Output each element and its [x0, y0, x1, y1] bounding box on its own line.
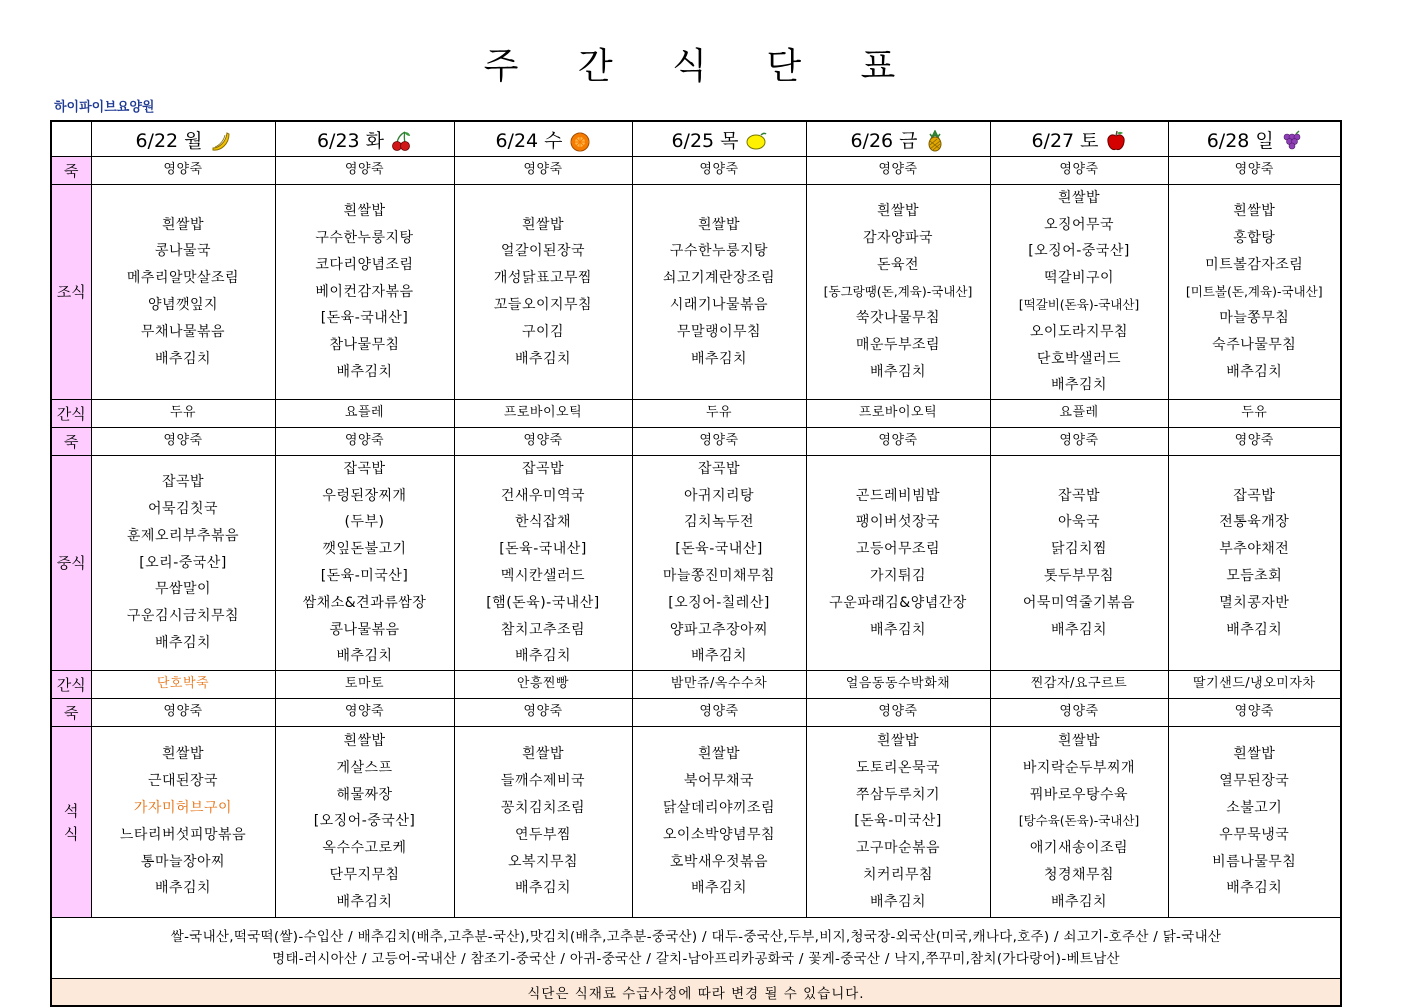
menu-item: 메추리알맛살조림 [126, 270, 240, 287]
day-header [632, 121, 806, 157]
menu-item: 느타리버섯피망볶음 [119, 826, 247, 843]
porridge-pm-cell: 영양죽 [1168, 698, 1341, 726]
menu-item: [미트볼(돈,계육)-국내산] [1185, 283, 1323, 299]
menu-item: 들깨수제비국 [500, 773, 586, 790]
breakfast-cell [454, 184, 632, 399]
day-header [275, 121, 454, 157]
menu-item: 꿔바로우탕수육 [1029, 786, 1129, 803]
menu-item: 참치고추조림 [500, 621, 586, 638]
menu-item: 비름나물무침 [1212, 853, 1297, 870]
menu-item: 쭈삼두루치기 [855, 786, 941, 803]
dinner-cell [454, 726, 632, 917]
menu-item: 애기새송이조림 [1029, 840, 1129, 857]
menu-item: 훈제오리부추볶음 [126, 527, 240, 544]
porridge-noon-cell: 영양죽 [454, 427, 632, 455]
porridge-pm-cell: 영양죽 [806, 698, 990, 726]
dinner-cell [632, 726, 806, 917]
menu-item: 무말랭이무침 [676, 323, 762, 340]
porridge-pm-row [51, 698, 1341, 726]
porridge-pm-cell: 영양죽 [275, 698, 454, 726]
menu-item: 구운김시금치무침 [126, 608, 240, 625]
menu-item: [떡갈비(돈육)-국내산] [1018, 296, 1140, 312]
snack-pm-cell: 단호박죽 [91, 671, 275, 699]
menu-item: 오복지무침 [507, 853, 579, 870]
snack-am-cell: 두유 [1168, 400, 1341, 428]
menu-item: 콩나물볶음 [329, 621, 400, 638]
menu-item: 흰쌀밥 [161, 216, 205, 233]
cherry-icon [390, 130, 412, 152]
weekly-menu-table [50, 120, 1342, 1007]
menu-item: [동그랑땡(돈,계육)-국내산] [823, 283, 973, 299]
menu-item: 배추김치 [514, 350, 572, 367]
snack-am-cell: 두유 [632, 400, 806, 428]
menu-item: 떡갈비구이 [1043, 270, 1115, 287]
corner-cell [51, 121, 91, 157]
menu-item: 잡곡밥 [521, 460, 565, 477]
snack-pm-cell: 얼음동동수박화채 [806, 671, 990, 699]
menu-item: 통마늘장아찌 [140, 853, 226, 870]
menu-item: 오이소박양념무침 [662, 826, 776, 843]
menu-item: 가자미허브구이 [133, 799, 233, 816]
menu-item: 배추김치 [869, 893, 927, 910]
menu-item: 쑥갓나물무침 [855, 310, 941, 327]
lunch-cell [1168, 455, 1341, 670]
breakfast-cell [91, 184, 275, 399]
menu-item: 옥수수고로케 [322, 840, 407, 857]
day-header [990, 121, 1168, 157]
day-header [806, 121, 990, 157]
menu-item: 멸치콩자반 [1219, 594, 1290, 611]
menu-item: 닭살데리야끼조림 [662, 799, 776, 816]
menu-item: 고구마순볶음 [855, 840, 941, 857]
menu-item: [돈육-국내산] [499, 541, 587, 558]
menu-item: [돈육-국내산] [320, 310, 409, 327]
notice-text: 식단은 식재료 수급사정에 따라 변경 될 수 있습니다. [51, 978, 1341, 1006]
menu-item: 구수한누룽지탕 [315, 229, 414, 246]
menu-item: 돈육전 [876, 256, 920, 273]
origin-row [51, 917, 1341, 978]
menu-item: 흰쌀밥 [521, 746, 565, 763]
menu-item: 잡곡밥 [697, 460, 741, 477]
snack-am-cell: 프로바이오틱 [454, 400, 632, 428]
menu-item: 게살스프 [336, 759, 393, 776]
snack-pm-row [51, 671, 1341, 699]
porridge-noon-cell: 영양죽 [632, 427, 806, 455]
menu-item: (두부) [344, 514, 385, 531]
menu-item: 가지튀김 [869, 567, 927, 584]
menu-item: 흰쌀밥 [1233, 203, 1276, 220]
menu-item: 양념깻잎지 [147, 296, 219, 313]
menu-item: 양파고추장아찌 [669, 621, 769, 638]
orange-icon [569, 130, 591, 152]
breakfast-cell [806, 184, 990, 399]
day-date: 6/23 화 [316, 129, 385, 152]
porridge-am-label [51, 157, 91, 185]
porridge-pm-cell: 영양죽 [91, 698, 275, 726]
menu-item: 베이컨감자볶음 [315, 283, 414, 300]
menu-item: 마늘쫑무침 [1219, 310, 1290, 327]
menu-item: 호박새우젓볶음 [669, 853, 769, 870]
dinner-label-text: 식 [64, 824, 79, 843]
origin-line-1: 쌀-국내산,떡국떡(쌀)-수입산 / 배추김치(배추,고추분-국산),맛김치(배추,고추분-중국산) / 대두-중국산,두부,비지,청국장-외국산(미국,캐나다,호주) / 쇠고기-호주산 / 닭-국내산 [170, 928, 1222, 945]
day-date: 6/28 일 [1206, 129, 1274, 152]
porridge-pm-label-text: 죽 [64, 703, 79, 722]
lunch-cell [275, 455, 454, 670]
menu-item: 흰쌀밥 [343, 732, 386, 749]
dinner-cell [91, 726, 275, 917]
menu-item: 홍합탕 [1233, 229, 1276, 246]
menu-item: [돈육-국내산] [675, 541, 763, 558]
menu-item: [오징어-칠레산] [668, 594, 770, 611]
dinner-cell [275, 726, 454, 917]
lunch-cell [806, 455, 990, 670]
origin-info [51, 917, 1341, 978]
breakfast-cell [1168, 184, 1341, 399]
snack-am-cell: 두유 [91, 400, 275, 428]
porridge-noon-cell: 영양죽 [1168, 427, 1341, 455]
menu-item: 한식잡채 [514, 514, 572, 531]
snack-am-label-text: 간식 [56, 405, 86, 424]
snack-am-label [51, 400, 91, 428]
snack-pm-cell: 찐감자/요구르트 [990, 671, 1168, 699]
snack-pm-cell: 밤만쥬/옥수수차 [632, 671, 806, 699]
menu-item: 흰쌀밥 [343, 203, 386, 220]
menu-item: 배추김치 [869, 621, 927, 638]
apple-icon [1105, 130, 1127, 152]
snack-pm-cell: 안흥찐빵 [454, 671, 632, 699]
snack-am-row [51, 400, 1341, 428]
snack-pm-cell: 딸기샌드/냉오미자차 [1168, 671, 1341, 699]
porridge-am-cell: 영양죽 [806, 157, 990, 185]
menu-item: 시래기나물볶음 [669, 296, 769, 313]
page-title: 주 간 식 단 표 [483, 46, 920, 87]
menu-item: [돈육-미국산] [320, 567, 409, 584]
dinner-cell [1168, 726, 1341, 917]
menu-item: 단호박샐러드 [1036, 350, 1122, 367]
menu-item: [햄(돈육)-국내산] [486, 594, 600, 611]
porridge-pm-label [51, 698, 91, 726]
menu-item: 전통육개장 [1219, 514, 1290, 531]
menu-item: 꼬들오이지무침 [493, 296, 593, 313]
menu-item: 콩나물국 [154, 243, 212, 260]
menu-item: 김치녹두전 [683, 514, 755, 531]
menu-item: 우무묵냉국 [1219, 826, 1290, 843]
menu-item: 어묵미역줄기볶음 [1022, 594, 1136, 611]
menu-item: 소불고기 [1226, 799, 1283, 816]
menu-item: [오징어-중국산] [1028, 243, 1130, 260]
menu-item: 부추야채전 [1219, 541, 1290, 558]
lunch-cell [454, 455, 632, 670]
menu-item: 북어무채국 [683, 773, 755, 790]
menu-item: 우렁된장찌개 [322, 487, 407, 504]
lunch-cell [91, 455, 275, 670]
porridge-noon-label-text: 죽 [64, 432, 79, 451]
origin-line-2: 명태-러시아산 / 고등어-국내산 / 참조기-중국산 / 아귀-중국산 / 갈치-남아프리카공화국 / 꽃게-중국산 / 낙지,쭈꾸미,참치(가다랑어)-베트남산 [272, 950, 1120, 967]
menu-item: 배추김치 [690, 648, 748, 665]
menu-item: 배추김치 [154, 350, 212, 367]
menu-item: 해물짜장 [336, 786, 393, 803]
pineapple-icon [924, 130, 946, 152]
menu-item: 배추김치 [1226, 880, 1283, 897]
menu-item: 배추김치 [514, 880, 572, 897]
menu-item: 흰쌀밥 [697, 746, 741, 763]
menu-item: 숙주나물무침 [1212, 337, 1297, 354]
porridge-noon-cell: 영양죽 [806, 427, 990, 455]
menu-item: 감자양파국 [862, 229, 934, 246]
menu-item: [돈육-미국산] [854, 813, 942, 830]
menu-item: 구수한누룽지탕 [669, 243, 769, 260]
breakfast-label-text: 조식 [56, 283, 86, 302]
banana-icon [209, 130, 231, 152]
snack-am-cell: 프로바이오틱 [806, 400, 990, 428]
menu-item: 흰쌀밥 [521, 216, 565, 233]
menu-item: 꽁치김치조림 [500, 799, 586, 816]
menu-item: 배추김치 [514, 648, 572, 665]
porridge-pm-cell: 영양죽 [454, 698, 632, 726]
menu-item: 개성닭표고무찜 [493, 270, 593, 287]
snack-pm-label-text: 간식 [56, 676, 86, 695]
menu-item: 아욱국 [1057, 514, 1101, 531]
menu-item: 흰쌀밥 [876, 732, 920, 749]
menu-item: 고등어무조림 [855, 541, 941, 558]
menu-item: 배추김치 [336, 893, 393, 910]
porridge-noon-cell: 영양죽 [91, 427, 275, 455]
menu-item: 건새우미역국 [500, 487, 586, 504]
lunch-cell [632, 455, 806, 670]
menu-item: 배추김치 [869, 363, 927, 380]
menu-item: 톳두부무침 [1043, 567, 1115, 584]
menu-item: [탕수육(돈육)-국내산] [1018, 813, 1140, 829]
menu-item: 흰쌀밥 [1233, 746, 1276, 763]
breakfast-cell [275, 184, 454, 399]
menu-item: 배추김치 [1050, 621, 1108, 638]
lemon-icon [745, 130, 767, 152]
day-date: 6/25 목 [671, 129, 739, 152]
porridge-am-cell: 영양죽 [275, 157, 454, 185]
menu-item: 배추김치 [690, 350, 748, 367]
porridge-pm-cell: 영양죽 [990, 698, 1168, 726]
menu-item: 흰쌀밥 [1057, 189, 1101, 206]
menu-item: 흰쌀밥 [161, 746, 205, 763]
menu-item: 곤드레비빔밥 [855, 487, 941, 504]
breakfast-row [51, 184, 1341, 399]
menu-item: 배추김치 [154, 880, 212, 897]
porridge-am-cell: 영양죽 [632, 157, 806, 185]
menu-item: 배추김치 [154, 634, 212, 651]
day-header [454, 121, 632, 157]
breakfast-cell [632, 184, 806, 399]
menu-item: 청경채무침 [1043, 866, 1115, 883]
menu-item: 얼갈이된장국 [500, 243, 586, 260]
snack-pm-cell: 토마토 [275, 671, 454, 699]
lunch-cell [990, 455, 1168, 670]
header-row [51, 121, 1341, 157]
porridge-am-cell: 영양죽 [91, 157, 275, 185]
day-date: 6/26 금 [850, 129, 918, 152]
day-date: 6/24 수 [495, 129, 563, 152]
menu-item: 도토리온묵국 [855, 759, 941, 776]
menu-item: 배추김치 [1226, 363, 1283, 380]
porridge-am-label-text: 죽 [64, 161, 79, 180]
menu-item: 배추김치 [1050, 377, 1108, 394]
menu-item: 닭김치찜 [1050, 541, 1108, 558]
day-date: 6/27 토 [1031, 129, 1099, 152]
menu-item: 코다리양념조림 [315, 256, 414, 273]
menu-item: [오리-중국산] [139, 554, 227, 571]
lunch-label-text: 중식 [56, 554, 86, 573]
menu-item: 모듬초회 [1226, 567, 1283, 584]
menu-item: 흰쌀밥 [697, 216, 741, 233]
menu-item: 배추김치 [690, 880, 748, 897]
menu-item: 쌈채소&견과류쌈장 [302, 594, 427, 611]
menu-item: 팽이버섯장국 [855, 514, 941, 531]
menu-item: 잡곡밥 [1057, 487, 1101, 504]
lunch-row [51, 455, 1341, 670]
menu-item: 잡곡밥 [343, 460, 386, 477]
menu-item: 구이김 [521, 323, 565, 340]
porridge-am-cell: 영양죽 [1168, 157, 1341, 185]
organization-name: 하이파이브요양원 [54, 100, 155, 115]
menu-item: 잡곡밥 [1233, 487, 1276, 504]
menu-item: 참나물무침 [329, 337, 400, 354]
menu-item: 깻잎돈불고기 [322, 541, 407, 558]
porridge-noon-label [51, 427, 91, 455]
menu-item: [오징어-중국산] [313, 813, 416, 830]
dinner-cell [990, 726, 1168, 917]
snack-pm-label [51, 671, 91, 699]
breakfast-label [51, 184, 91, 399]
menu-item: 구운파래김&양념간장 [829, 594, 967, 611]
menu-item: 배추김치 [336, 648, 393, 665]
menu-item: 마늘쫑진미채무침 [662, 567, 776, 584]
menu-item: 멕시칸샐러드 [500, 567, 586, 584]
porridge-pm-cell: 영양죽 [632, 698, 806, 726]
menu-item: 열무된장국 [1219, 773, 1290, 790]
menu-item: 어묵김칫국 [147, 500, 219, 517]
menu-item: 오이도라지무침 [1029, 323, 1129, 340]
menu-item: 배추김치 [1226, 621, 1283, 638]
menu-item: 흰쌀밥 [1057, 732, 1101, 749]
menu-item: 바지락순두부찌개 [1022, 759, 1136, 776]
snack-am-cell: 요플레 [275, 400, 454, 428]
menu-item: 아귀지리탕 [683, 487, 755, 504]
menu-item: 오징어무국 [1043, 216, 1115, 233]
lunch-label [51, 455, 91, 670]
porridge-am-cell: 영양죽 [990, 157, 1168, 185]
menu-item: 단무지무침 [329, 866, 400, 883]
porridge-am-row [51, 157, 1341, 185]
porridge-noon-cell: 영양죽 [990, 427, 1168, 455]
day-date: 6/22 월 [135, 129, 203, 152]
menu-item: 잡곡밥 [161, 474, 205, 491]
menu-item: 배추김치 [336, 363, 393, 380]
menu-item: 무쌈말이 [154, 581, 212, 598]
snack-am-cell: 요플레 [990, 400, 1168, 428]
porridge-am-cell: 영양죽 [454, 157, 632, 185]
porridge-noon-cell: 영양죽 [275, 427, 454, 455]
menu-item: 연두부찜 [514, 826, 572, 843]
menu-item: 배추김치 [1050, 893, 1108, 910]
grape-icon [1280, 130, 1302, 152]
dinner-row [51, 726, 1341, 917]
dinner-cell [806, 726, 990, 917]
breakfast-cell [990, 184, 1168, 399]
dinner-label [51, 726, 91, 917]
menu-item: 흰쌀밥 [876, 203, 920, 220]
porridge-noon-row [51, 427, 1341, 455]
menu-item: 치커리무침 [862, 866, 934, 883]
menu-item: 쇠고기계란장조림 [662, 270, 776, 287]
menu-item: 근대된장국 [147, 773, 219, 790]
day-header [1168, 121, 1341, 157]
menu-item: 미트볼감자조림 [1205, 256, 1304, 273]
dinner-label-text: 석 [64, 801, 79, 820]
menu-item: 무채나물볶음 [140, 323, 226, 340]
menu-item: 매운두부조림 [855, 337, 941, 354]
day-header [91, 121, 275, 157]
